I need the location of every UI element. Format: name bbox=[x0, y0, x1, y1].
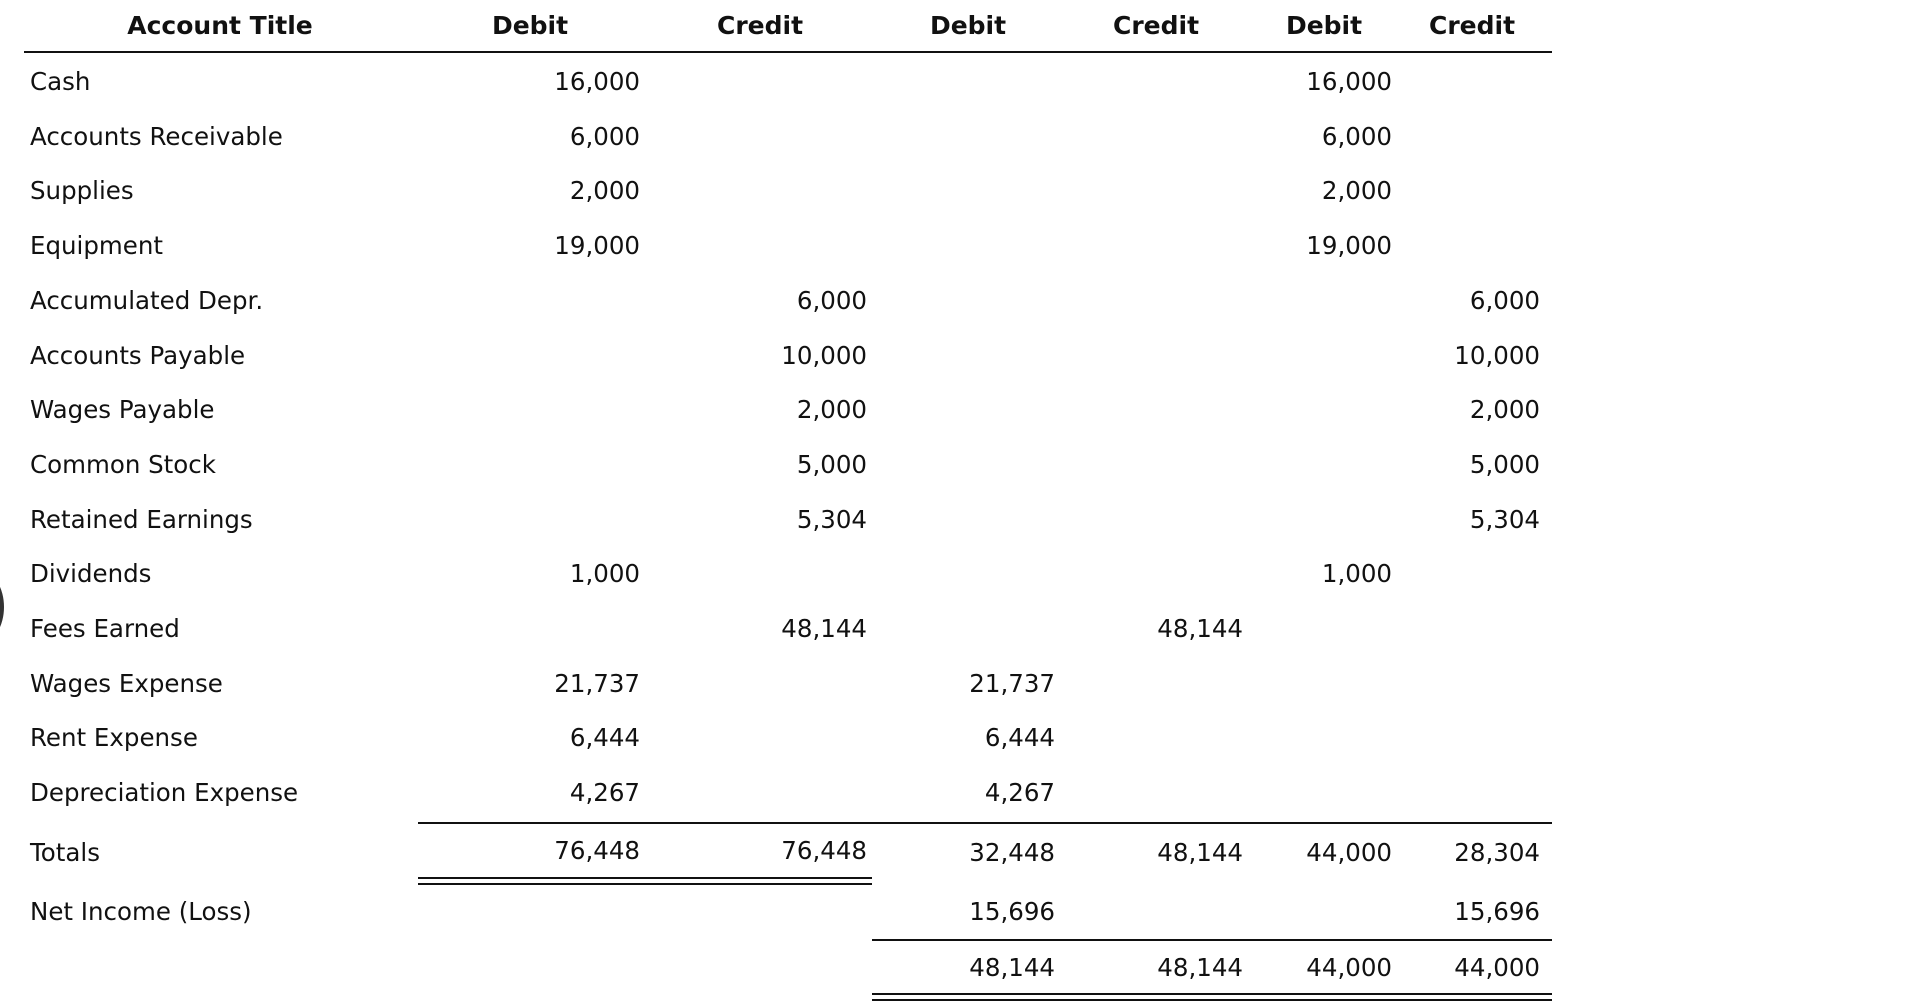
totals-is-credit: 48,144 bbox=[1157, 838, 1243, 867]
account-title-cell: Cash bbox=[30, 67, 91, 96]
header-is-debit: Debit bbox=[929, 11, 1007, 40]
account-title-cell: Accounts Payable bbox=[30, 341, 246, 370]
is-credit-cell: 48,144 bbox=[1157, 614, 1243, 643]
tb-debit-cell: 1,000 bbox=[569, 559, 640, 588]
tb-credit-cell bbox=[670, 664, 867, 704]
tb-debit-cell: 16,000 bbox=[554, 67, 640, 96]
account-title-cell: Accumulated Depr. bbox=[30, 286, 264, 315]
bs-credit-cell bbox=[1350, 171, 1540, 211]
bs-credit-cell: 2,000 bbox=[1469, 395, 1540, 424]
header-bs-credit: Credit bbox=[1428, 11, 1516, 40]
totals-tb-debit: 76,448 bbox=[554, 836, 640, 865]
net-income-bs-credit: 15,696 bbox=[1454, 897, 1540, 926]
account-title-cell: Wages Payable bbox=[30, 395, 215, 424]
trial-balance-double-rule bbox=[418, 877, 872, 885]
totals-bs-credit: 28,304 bbox=[1454, 838, 1540, 867]
bs-credit-cell bbox=[1350, 226, 1540, 266]
tb-credit-cell bbox=[670, 773, 867, 813]
bs-credit-cell: 6,000 bbox=[1469, 286, 1540, 315]
account-title-cell: Common Stock bbox=[30, 450, 216, 479]
account-title-cell: Equipment bbox=[30, 231, 163, 260]
tb-credit-cell bbox=[670, 117, 867, 157]
is-debit-cell bbox=[860, 390, 1055, 430]
is-debit-cell bbox=[860, 117, 1055, 157]
tb-debit-cell: 2,000 bbox=[569, 176, 640, 205]
bs-credit-cell bbox=[1350, 62, 1540, 102]
bs-credit-cell: 10,000 bbox=[1454, 341, 1540, 370]
is-debit-cell bbox=[860, 62, 1055, 102]
totals-label: Totals bbox=[30, 838, 100, 867]
account-title-cell: Supplies bbox=[30, 176, 134, 205]
tb-debit-cell bbox=[450, 445, 640, 485]
bs-credit-cell bbox=[1350, 664, 1540, 704]
tb-debit-cell bbox=[450, 390, 640, 430]
bs-debit-cell: 1,000 bbox=[1321, 559, 1392, 588]
tb-debit-cell: 19,000 bbox=[554, 231, 640, 260]
bs-debit-cell: 16,000 bbox=[1306, 67, 1392, 96]
tb-debit-cell bbox=[450, 281, 640, 321]
final-rule bbox=[872, 939, 1552, 941]
is-debit-cell bbox=[860, 336, 1055, 376]
final-is-debit: 48,144 bbox=[969, 953, 1055, 982]
is-debit-cell bbox=[860, 281, 1055, 321]
bs-credit-cell bbox=[1350, 773, 1540, 813]
bs-credit-cell bbox=[1350, 609, 1540, 649]
edge-circle-mark bbox=[0, 572, 4, 642]
bs-debit-cell: 19,000 bbox=[1306, 231, 1392, 260]
account-title-cell: Accounts Receivable bbox=[30, 122, 283, 151]
header-account-title: Account Title bbox=[127, 11, 313, 40]
account-title-cell: Retained Earnings bbox=[30, 505, 253, 534]
tb-credit-cell bbox=[670, 554, 867, 594]
is-debit-cell: 4,267 bbox=[984, 778, 1055, 807]
final-is-credit: 48,144 bbox=[1157, 953, 1243, 982]
totals-rule bbox=[418, 822, 1552, 824]
tb-credit-cell bbox=[670, 226, 867, 266]
header-tb-credit: Credit bbox=[716, 11, 804, 40]
tb-debit-cell: 21,737 bbox=[554, 669, 640, 698]
header-rule bbox=[24, 51, 1552, 53]
bs-credit-cell: 5,304 bbox=[1469, 505, 1540, 534]
totals-tb-credit: 76,448 bbox=[781, 836, 867, 865]
header-bs-debit: Debit bbox=[1285, 11, 1363, 40]
final-bs-credit: 44,000 bbox=[1454, 953, 1540, 982]
net-income-label: Net Income (Loss) bbox=[30, 897, 252, 926]
tb-debit-cell: 6,000 bbox=[569, 122, 640, 151]
tb-credit-cell: 6,000 bbox=[796, 286, 867, 315]
net-income-is-debit: 15,696 bbox=[969, 897, 1055, 926]
bs-debit-cell: 6,000 bbox=[1321, 122, 1392, 151]
tb-credit-cell: 5,000 bbox=[796, 450, 867, 479]
tb-debit-cell bbox=[450, 609, 640, 649]
tb-debit-cell bbox=[450, 500, 640, 540]
tb-credit-cell bbox=[670, 718, 867, 758]
is-debit-cell bbox=[860, 609, 1055, 649]
is-debit-cell bbox=[860, 171, 1055, 211]
bs-credit-cell bbox=[1350, 117, 1540, 157]
bs-credit-cell bbox=[1350, 718, 1540, 758]
is-debit-cell bbox=[860, 445, 1055, 485]
account-title-cell: Depreciation Expense bbox=[30, 778, 299, 807]
tb-credit-cell bbox=[670, 171, 867, 211]
is-debit-cell: 21,737 bbox=[969, 669, 1055, 698]
tb-credit-cell: 2,000 bbox=[796, 395, 867, 424]
tb-debit-cell bbox=[450, 336, 640, 376]
tb-credit-cell: 10,000 bbox=[781, 341, 867, 370]
tb-credit-cell bbox=[670, 62, 867, 102]
header-tb-debit: Debit bbox=[491, 11, 569, 40]
account-title-cell: Dividends bbox=[30, 559, 152, 588]
is-debit-cell bbox=[860, 226, 1055, 266]
final-bs-debit: 44,000 bbox=[1306, 953, 1392, 982]
bs-credit-cell bbox=[1350, 554, 1540, 594]
totals-bs-debit: 44,000 bbox=[1306, 838, 1392, 867]
is-debit-cell bbox=[860, 500, 1055, 540]
account-title-cell: Wages Expense bbox=[30, 669, 223, 698]
is-debit-cell: 6,444 bbox=[984, 723, 1055, 752]
tb-credit-cell: 5,304 bbox=[796, 505, 867, 534]
tb-debit-cell: 4,267 bbox=[569, 778, 640, 807]
tb-debit-cell: 6,444 bbox=[569, 723, 640, 752]
header-is-credit: Credit bbox=[1112, 11, 1200, 40]
is-debit-cell bbox=[860, 554, 1055, 594]
tb-credit-cell: 48,144 bbox=[781, 614, 867, 643]
totals-is-debit: 32,448 bbox=[969, 838, 1055, 867]
account-title-cell: Rent Expense bbox=[30, 723, 198, 752]
account-title-cell: Fees Earned bbox=[30, 614, 180, 643]
bs-credit-cell: 5,000 bbox=[1469, 450, 1540, 479]
final-double-rule bbox=[872, 993, 1552, 1001]
bs-debit-cell: 2,000 bbox=[1321, 176, 1392, 205]
